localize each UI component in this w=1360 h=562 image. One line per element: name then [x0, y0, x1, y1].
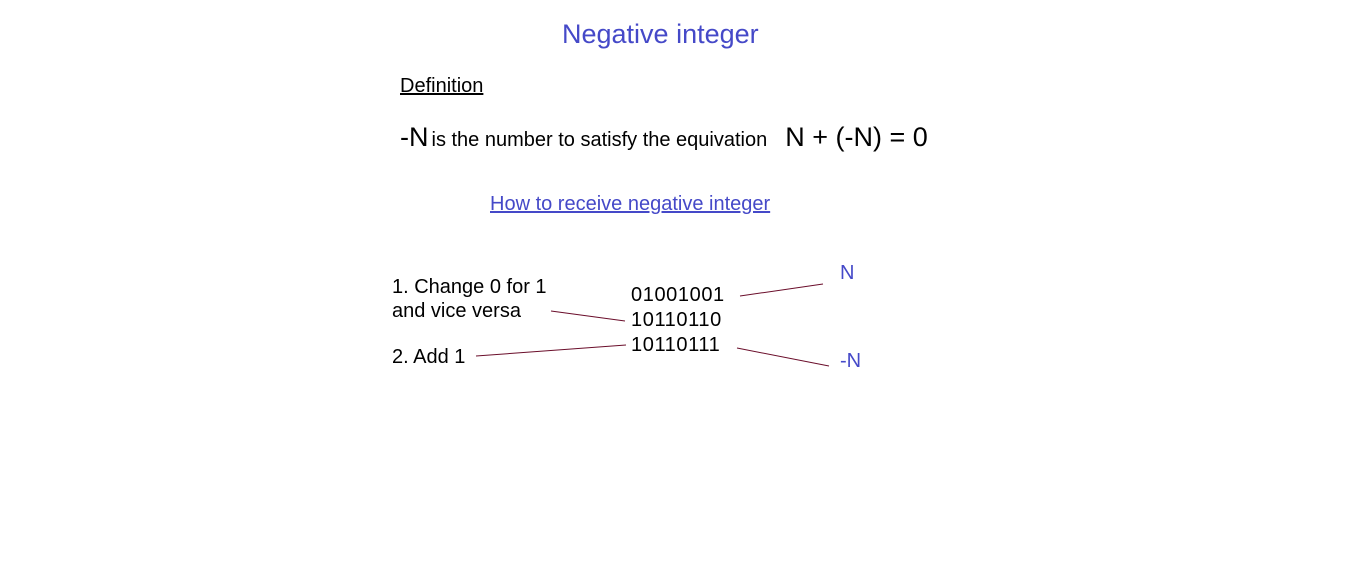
page-title: Negative integer	[562, 19, 759, 49]
binary-n: 01001001	[631, 284, 725, 306]
label-n: N	[840, 262, 855, 284]
how-to-link[interactable]: How to receive negative integer	[490, 193, 771, 215]
binary-inverted: 10110110	[631, 309, 722, 331]
definition-statement	[400, 122, 928, 153]
step-1	[392, 275, 547, 323]
connector-n	[740, 284, 823, 296]
label-neg-n: -N	[840, 350, 862, 372]
connector-neg-n	[737, 348, 829, 366]
connector-step-1	[551, 311, 625, 321]
binary-neg-n: 10110111	[631, 334, 721, 356]
definition-text: is the number to satisfy the equivation	[431, 129, 768, 151]
definition-heading: Definition	[400, 75, 484, 97]
definition-symbol: -N	[400, 122, 429, 152]
step-1-line-2: and vice versa	[392, 300, 521, 322]
step-2: 2. Add 1	[392, 346, 466, 368]
step-1-line-1: 1. Change 0 for 1	[392, 276, 547, 298]
connector-step-2	[476, 345, 626, 356]
definition-equation: N + (-N) = 0	[785, 122, 928, 152]
